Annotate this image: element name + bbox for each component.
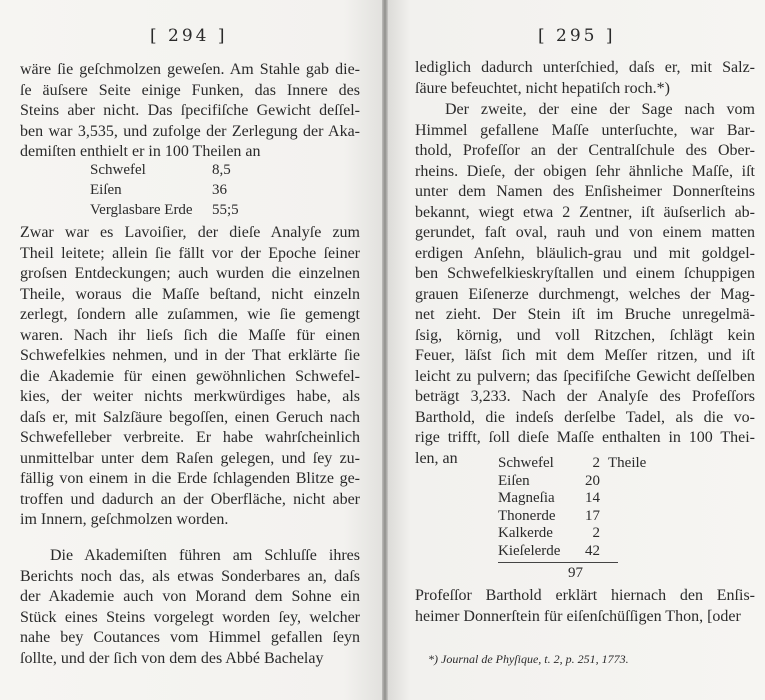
text-line: im Innern, geſchmolzen worden. — [20, 511, 229, 528]
text-line: wäre ſie geſchmolzen geweſen. Am Stahle gab die- — [20, 61, 360, 78]
analysis-name: Eiſen — [498, 472, 530, 489]
analysis-name: Kalkerde — [498, 525, 553, 541]
analysis-total: 97 — [568, 565, 583, 581]
analysis-name: Eiſen — [90, 182, 122, 198]
text-line: zerlegt, ſondern alle zuſammen, wie ſie gemengt — [20, 306, 360, 323]
text-line: der Akademie auch von Morand dem Sohne ein — [20, 588, 360, 605]
text-line: Barthold, die indeſs derſelbe Tadel, als die vo- — [415, 408, 755, 426]
text-line: Theile, woraus die Maſſe beſtand, nicht einzeln — [20, 285, 360, 303]
text-line: Berichts noch das, als etwas Sonderbares an, daſs — [20, 567, 360, 585]
text-line: Schwefelkies nehmen, und in der That erklärte ſie — [20, 347, 360, 364]
text-line: Die Akademiſten führen am Schluſſe ihres — [50, 547, 360, 564]
text-line: erdigen Anſehn, bläulich-grau und mit goldgel- — [415, 244, 755, 262]
analysis-value: 55;5 — [212, 202, 239, 218]
analysis-name: Schwefel — [90, 162, 146, 178]
text-line: net zieht. Der Stein iſt im Bruche unregelmä- — [415, 306, 755, 323]
text-line: unter dem Namen des Enſisheimer Donnerſteins — [415, 183, 755, 200]
text-line: ſe äuſsere Seite einige Funken, das Innere des — [20, 81, 360, 99]
text-line: Steins aber nicht. Das ſpecifiſche Gewicht deſſel- — [20, 102, 360, 119]
analysis-value: 8,5 — [212, 162, 231, 178]
text-line: Schwefelleber verbreite. Er habe wahrſcheinlich — [20, 429, 360, 446]
left-page — [0, 0, 382, 700]
text-line: grauen Eiſenerze durchmengt, welches der Mag- — [415, 285, 755, 303]
text-line: beträgt 3,233. Nach der Analyſe des Profeſſors — [415, 388, 755, 405]
text-line: ben Schwefelkieskryſtallen und einem ſchuppigen — [415, 265, 755, 282]
text-line: groſsen Entdeckungen; auch wurden die einzelnen — [20, 265, 360, 282]
sum-rule — [498, 562, 618, 563]
text-line: ſäure befeuchtet, nicht hepatiſch roch.*) — [415, 79, 670, 97]
right-page — [388, 0, 765, 700]
analysis-value: 2 — [592, 455, 600, 471]
text-line: Der zweite, der eine der Sage nach vom — [445, 101, 755, 118]
analysis-name: Kieſelerde — [498, 542, 561, 559]
analysis-name: Thonerde — [498, 507, 556, 524]
footnote: *) Journal de Phyſique, t. 2, p. 251, 1773. — [428, 652, 629, 666]
text-line: demiſten enthielt er in 100 Theilen an — [20, 143, 261, 160]
text-line: len, an — [415, 449, 458, 467]
analysis-value: 42 — [585, 542, 600, 559]
text-line: Theil leitete; allein ſie fällt vor der Epoche ſeiner — [20, 244, 360, 262]
text-line: daſs er, mit Salzſäure begoſſen, einen Geruch nach — [20, 408, 360, 426]
text-line: bekannt, wiegt etwa 2 Zentner, iſt äuſserlich ab- — [415, 203, 755, 221]
text-line: rige trifft, ſoll dieſe Maſſe enthalten in 100 Thei- — [415, 429, 755, 446]
text-line: kies, der weiter nichts merkwürdiges habe, als — [20, 388, 360, 405]
text-line: waren. Nach ihr lieſs ſich die Maſſe für einen — [20, 326, 360, 344]
analysis-value: 17 — [585, 507, 600, 524]
text-line: ben war 3,535, und zufolge der Zerlegung der Aka- — [20, 122, 360, 140]
text-line: leicht zu pulvern; das ſpecifiſche Gewicht deſſelben — [415, 367, 755, 385]
text-line: lediglich dadurch unterſchied, daſs er, mit Salz- — [415, 59, 755, 76]
analysis-value: 2 — [592, 525, 600, 541]
text-line: Zwar war es Lavoiſier, der dieſe Analyſe zum — [20, 224, 360, 241]
text-line: die Akademie für einen gewöhnlichen Schwefel- — [20, 367, 360, 385]
text-line: troffen und dadurch an der Oberfläche, nicht aber — [20, 490, 360, 508]
analysis-name: Magneſia — [498, 490, 555, 506]
analysis-unit: Theile — [608, 455, 647, 471]
text-line: Feuer, läſst ſich mit dem Meſſer ritzen, und iſt — [415, 347, 755, 364]
page-number: [ 294 ] — [150, 26, 228, 46]
text-line: rheins. Dieſe, der obigen ſehr ähnliche Maſſe, iſt — [415, 162, 755, 180]
text-line: ſsig, körnig, und voll Ritzchen, ſchlägt kein — [415, 326, 755, 344]
page-number: [ 295 ] — [538, 26, 616, 46]
text-line: ſollte, und der ſich von dem des Abbé Bachelay — [20, 649, 324, 667]
text-line: Himmel gefallene Maſſe unterſuchte, war Bar- — [415, 121, 755, 139]
text-line: thold, Profeſſor an der Centralſchule des Ober- — [415, 142, 755, 159]
text-line: Profeſſor Barthold erklärt hiernach den Enſis- — [415, 587, 755, 604]
analysis-name: Verglasbare Erde — [90, 202, 193, 218]
text-line: nahe bey Coutances vom Himmel gefallen ſeyn — [20, 629, 360, 646]
text-line: Stück eines Steins vorgelegt worden ſey, welcher — [20, 608, 360, 626]
analysis-value: 14 — [585, 490, 600, 506]
analysis-value: 36 — [212, 182, 227, 198]
analysis-value: 20 — [585, 472, 600, 489]
text-line: unmittelbar unter dem Raſen gelegen, und ſey zu- — [20, 449, 360, 467]
text-line: fällig von einem in die Erde ſchlagenden Blitze ge- — [20, 470, 360, 487]
text-line: heimer Donnerſtein für eiſenſchüſſigen Thon, [oder — [415, 607, 741, 625]
text-line: gerundet, faſt oval, rauh und von einem matten — [415, 224, 755, 241]
analysis-name: Schwefel — [498, 455, 554, 471]
